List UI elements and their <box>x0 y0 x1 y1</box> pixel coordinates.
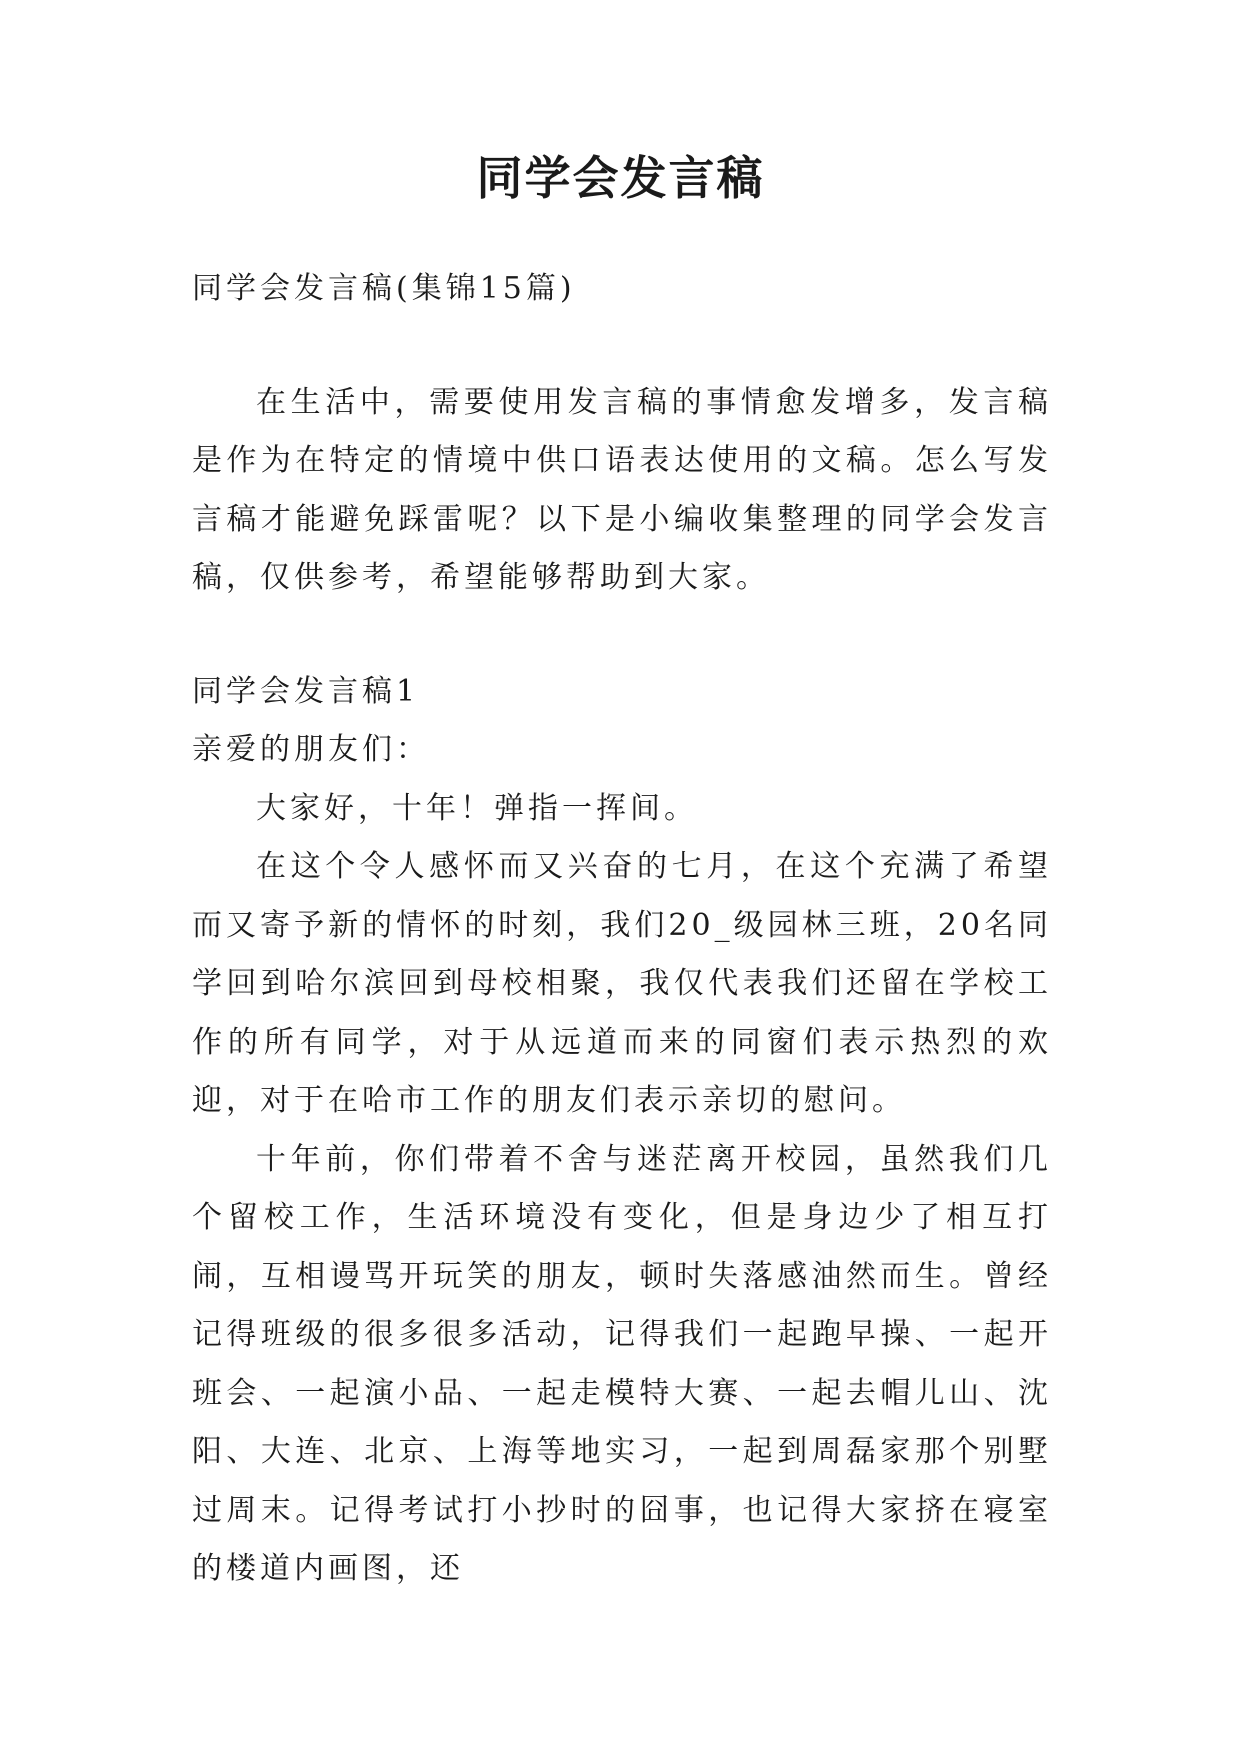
salutation: 亲爱的朋友们： <box>192 732 430 767</box>
body-paragraph: 十年前，你们带着不舍与迷茫离开校园，虽然我们几个留校工作，生活环境没有变化，但是身边少了相互打闹，互相谩骂开玩笑的朋友，顿时失落感油然而生。曾经记得班级的很多很多活动，记得我们一起跑早操、一起开班会、一起演小品、一起走模特大赛、一起去帽儿山、沈阳、大连、北京、上海等地实习，一起到周磊家那个别墅过周末。记得考试打小抄时的囧事，也记得大家挤在寝室的楼道内画图，还 <box>192 1141 1052 1586</box>
section-heading: 同学会发言稿1 <box>192 673 420 709</box>
intro-paragraph: 在生活中，需要使用发言稿的事情愈发增多，发言稿是作为在特定的情境中供口语表达使用的文稿。怎么写发言稿才能避免踩雷呢？以下是小编收集整理的同学会发言稿，仅供参考，希望能够帮助到大家。 <box>192 384 1052 595</box>
body-paragraph: 在这个令人感怀而又兴奋的七月，在这个充满了希望而又寄予新的情怀的时刻，我们20_级园林三班，20名同学回到哈尔滨回到母校相聚，我仅代表我们还留在学校工作的所有同学，对于从远道而来的同窗们表示热烈的欢迎，对于在哈市工作的朋友们表示亲切的慰问。 <box>192 849 1052 1118</box>
document-subtitle: 同学会发言稿(集锦15篇) <box>192 271 576 306</box>
document-body <box>192 260 1052 1599</box>
document-title: 同学会发言稿 <box>476 151 765 205</box>
body-paragraph: 大家好，十年！弹指一挥间。 <box>256 790 698 826</box>
